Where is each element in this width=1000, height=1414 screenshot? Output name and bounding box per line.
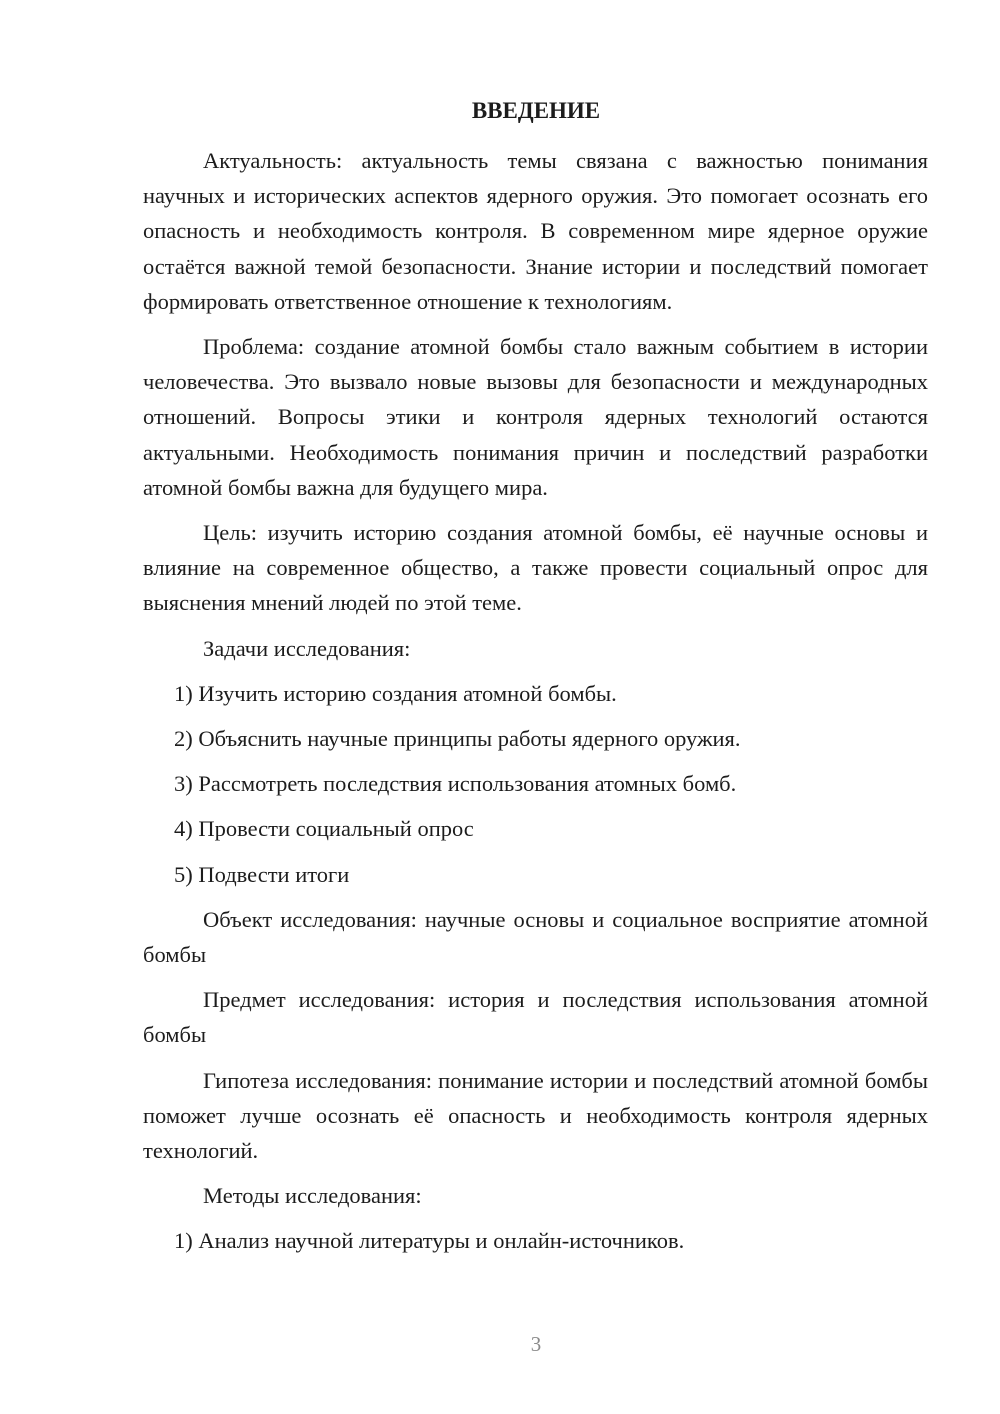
- page-number: 3: [530, 1332, 542, 1356]
- list-item: 5) Подвести итоги: [174, 861, 350, 887]
- object-paragraph: Объект исследования: научные основы и социальное восприятие атомной бомбы: [143, 906, 928, 968]
- list-item: 2) Объяснить научные принципы работы ядерного оружия.: [174, 726, 741, 752]
- document-body: [143, 143, 928, 1269]
- list-item: 3) Рассмотреть последствия использования атомных бомб.: [174, 771, 737, 797]
- methods-list: [143, 1223, 928, 1258]
- hypothesis-paragraph: Гипотеза исследования: понимание истории и последствий атомной бомбы поможет лучше осознать её опасность и необходимость контроля ядерных технологий.: [143, 1067, 928, 1164]
- page-title: ВВЕДЕНИЕ: [471, 98, 601, 123]
- relevance-paragraph: Актуальность: актуальность темы связана с важностью понимания научных и исторических аспектов ядерного оружия. Это помогает осознать его опасность и необходимость контроля. В современном мире ядерное оружие остаётся важной темой безопасности. Знание истории и последствий помогает формировать ответственное отношение к технологиям.: [143, 148, 928, 314]
- methods-heading: Методы исследования:: [203, 1183, 422, 1209]
- tasks-list: [143, 676, 928, 892]
- subject-paragraph: Предмет исследования: история и последствия использования атомной бомбы: [143, 987, 928, 1048]
- list-item: 4) Провести социальный опрос: [174, 816, 474, 842]
- tasks-heading: Задачи исследования:: [203, 635, 411, 661]
- goal-paragraph: Цель: изучить историю создания атомной бомбы, её научные основы и влияние на современное общество, а также провести социальный опрос для выяснения мнений людей по этой теме.: [143, 520, 928, 616]
- list-item: 1) Анализ научной литературы и онлайн-источников.: [174, 1228, 685, 1254]
- problem-paragraph: Проблема: создание атомной бомбы стало важным событием в истории человечества. Это вызвало новые вызовы для безопасности и международных отношений. Вопросы этики и контроля ядерных технологий остаются актуальными. Необходимость понимания причин и последствий разработки атомной бомбы важна для будущего мира.: [143, 334, 928, 500]
- list-item: 1) Изучить историю создания атомной бомбы.: [174, 680, 617, 706]
